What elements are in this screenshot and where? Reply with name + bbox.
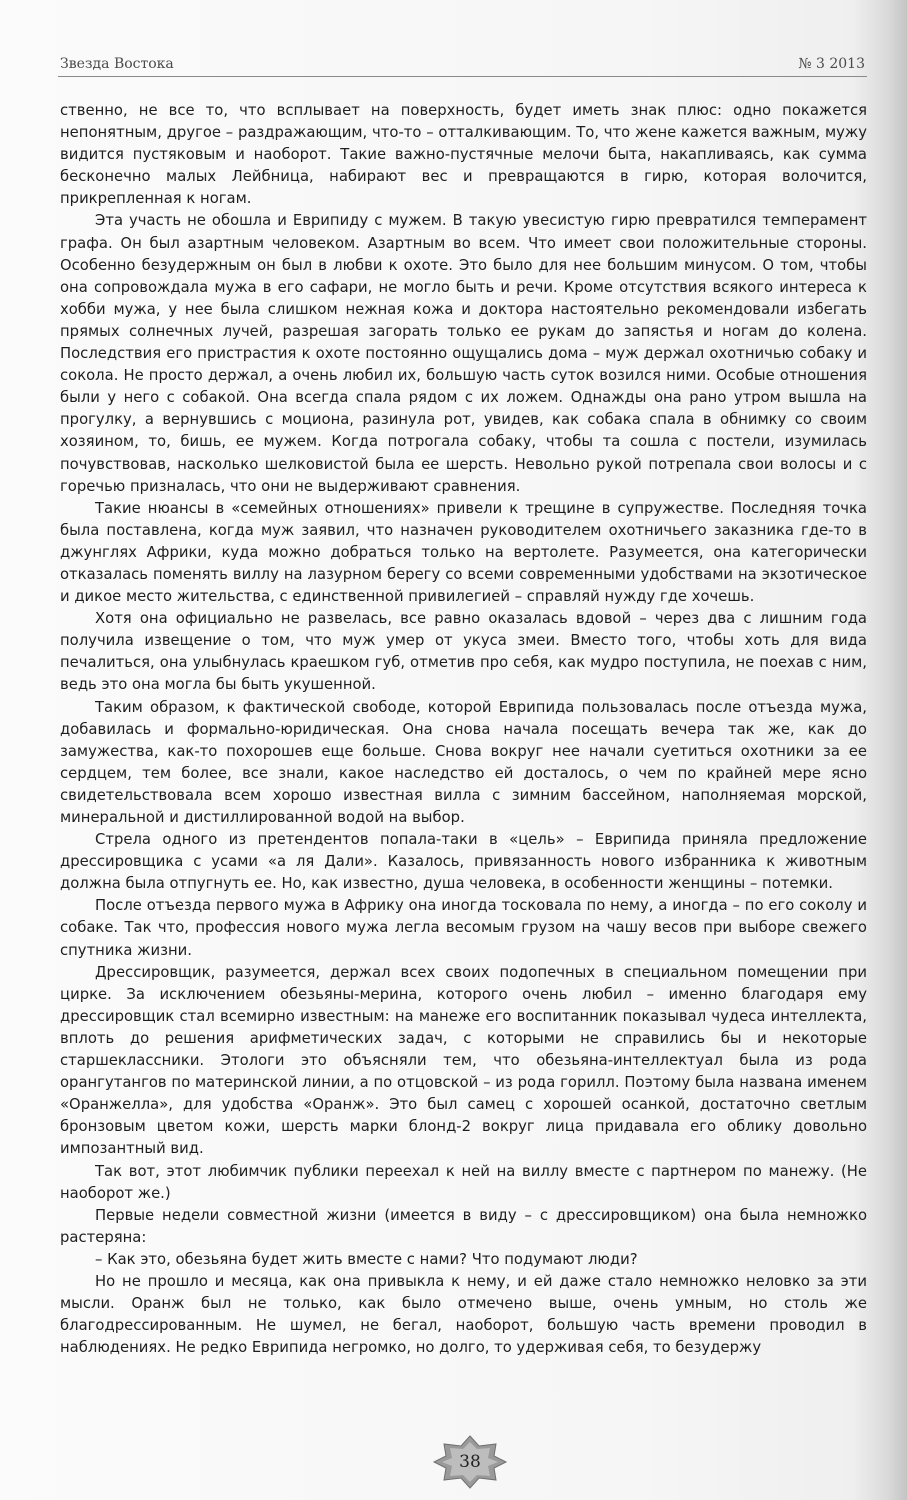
paragraph: Таким образом, к фактической свободе, которой Еврипида пользовалась после отъезда мужа, добавилась и формально-юридическая. Она снова начала посещать вечера так же, как до замужества, как-то похорошев еще больше. Снова вокруг нее начали суетиться охотники за ее сердцем, тем более, все знали, какое наследство ей досталось, о чем по крайней мере ясно свидетельствовала всем хорошо известная вилла с зимним бассейном, наполняемая морской, минеральной и дистиллированной водой на выбор. (60, 698, 867, 826)
paragraph: После отъезда первого мужа в Африку она иногда тосковала по нему, а иногда – по его соколу и собаке. Так что, профессия нового мужа легла весомым грузом на чашу весов при выборе свежего спутника жизни. (60, 897, 867, 959)
issue-number: № 3 2013 (798, 56, 865, 72)
page-number-badge (430, 1434, 510, 1490)
paragraph: Стрела одного из претендентов попала-таки в «цель» – Еврипида приняла предложение дрессировщика с усами «а ля Дали». Казалось, привязанность нового избранника к животным должна была отпугнуть ее. Но, как известно, душа человека, в особенности женщины – потемки. (60, 831, 867, 893)
paragraph: Но не прошло и месяца, как она привыкла к нему, и ей даже стало немножко неловко за эти мысли. Оранж был не только, как было отмечено выше, очень умным, но столь же благодрессированным. Не шумел, не бегал, наоборот, большую часть времени проводил в наблюдениях. Не редко Еврипида негромко, но долго, то удерживая себя, то безудержу (60, 1272, 867, 1357)
paragraph: Первые недели совместной жизни (имеется в виду – с дрессировщиком) она была немножко растеряна: (60, 1206, 867, 1246)
journal-title: Звезда Востока (60, 56, 174, 72)
dialogue-line: – Как это, обезьяна будет жить вместе с нами? Что подумают люди? (95, 1250, 638, 1268)
paragraph: Так вот, этот любимчик публики переехал к ней на виллу вместе с партнером по манежу. (Не наоборот же.) (60, 1162, 867, 1202)
page-number: 38 (459, 1452, 481, 1472)
paragraph: ственно, не все то, что всплывает на поверхность, будет иметь знак плюс: одно покажется непонятным, другое – раздражающим, что-то – отталкивающим. То, что жене кажется важным, мужу видится пустяковым и наоборот. Такие важно-пустячные мелочи быта, накапливаясь, как сумма бесконечно малых Лейбница, набирают вес и превращаются в гирю, которая волочится, прикрепленная к ногам. (60, 102, 867, 208)
paragraph: Хотя она официально не развелась, все равно оказалась вдовой – через два с лишним года получила извещение о том, что муж умер от укуса змеи. Вместо того, чтобы хоть для вида печалиться, она улыбнулась краешком губ, отметив про себя, как мудро поступила, не поехав с ним, ведь это она могла бы быть укушенной. (60, 610, 867, 694)
paragraph: Эта участь не обошла и Еврипиду с мужем. В такую увесистую гирю превратился темперамент графа. Он был азартным человеком. Азартным во всем. Что имеет свои положительные стороны. Особенно безудержным он был в любви к охоте. Это было для нее большим минусом. О том, чтобы она сопровождала мужа в его сафари, не могло быть и речи. Кроме отсутствия всякого интереса к хобби мужа, у нее была слишком нежная кожа и доктора настоятельно рекомендовали избегать прямых солнечных лучей, разрешая загорать только ее рукам до запястья и ногам до колена. Последствия его пристрастия к охоте постоянно ощущались дома – муж держал охотничью собаку и сокола. Не просто держал, а очень любил их, большую часть суток возился ними. Особые отношения были у него с собакой. Она всегда спала рядом с их ложем. Однажды она рано утром вышла на прогулку, а вернувшись с моциона, разинула рот, увидев, как собака спала в обнимку со своим хозяином, то, бишь, ее мужем. Когда потрогала собаку, чтобы та сошла с постели, изумилась почувствовав, насколько шелковистой была ее шерсть. Невольно рукой потрепала свои волосы и с горечью призналась, что они не выдерживают сравнения. (60, 212, 867, 495)
paragraph: Такие нюансы в «семейных отношениях» привели к трещине в супружестве. Последняя точка была поставлена, когда муж заявил, что назначен руководителем охотничьего заказника где-то в джунглях Африки, куда можно добраться только на вертолете. Разумеется, она категорически отказалась поменять виллу на лазурном берегу со всеми современными удобствами на экзотическое и дикое место жительства, с единственной привилегией – справляй нужду где хочешь. (60, 499, 867, 606)
paragraph: Дрессировщик, разумеется, держал всех своих подопечных в специальном помещении при цирке. За исключением обезьяны-мерина, которого очень любил – именно благодаря ему дрессировщик стал всемирно известным: на манеже его воспитанник показывал чудеса интеллекта, вплоть до решения арифметических задач, с которыми не справились бы и некоторые старшеклассники. Этологи это объясняли тем, что обезьяна-интеллектуал была из рода орангутангов по материнской линии, а по отцовской – из рода горилл. Поэтому была названа именем «Оранжелла», для удобства «Оранж». Это был самец с хорошей осанкой, достаточно светлым бронзовым цветом кожи, шерсть марки блонд-2 вокруг лица придавала его облику довольно импозантный вид. (60, 963, 867, 1158)
running-header (60, 50, 865, 72)
article-body (60, 100, 867, 1359)
header-rule (58, 76, 867, 77)
